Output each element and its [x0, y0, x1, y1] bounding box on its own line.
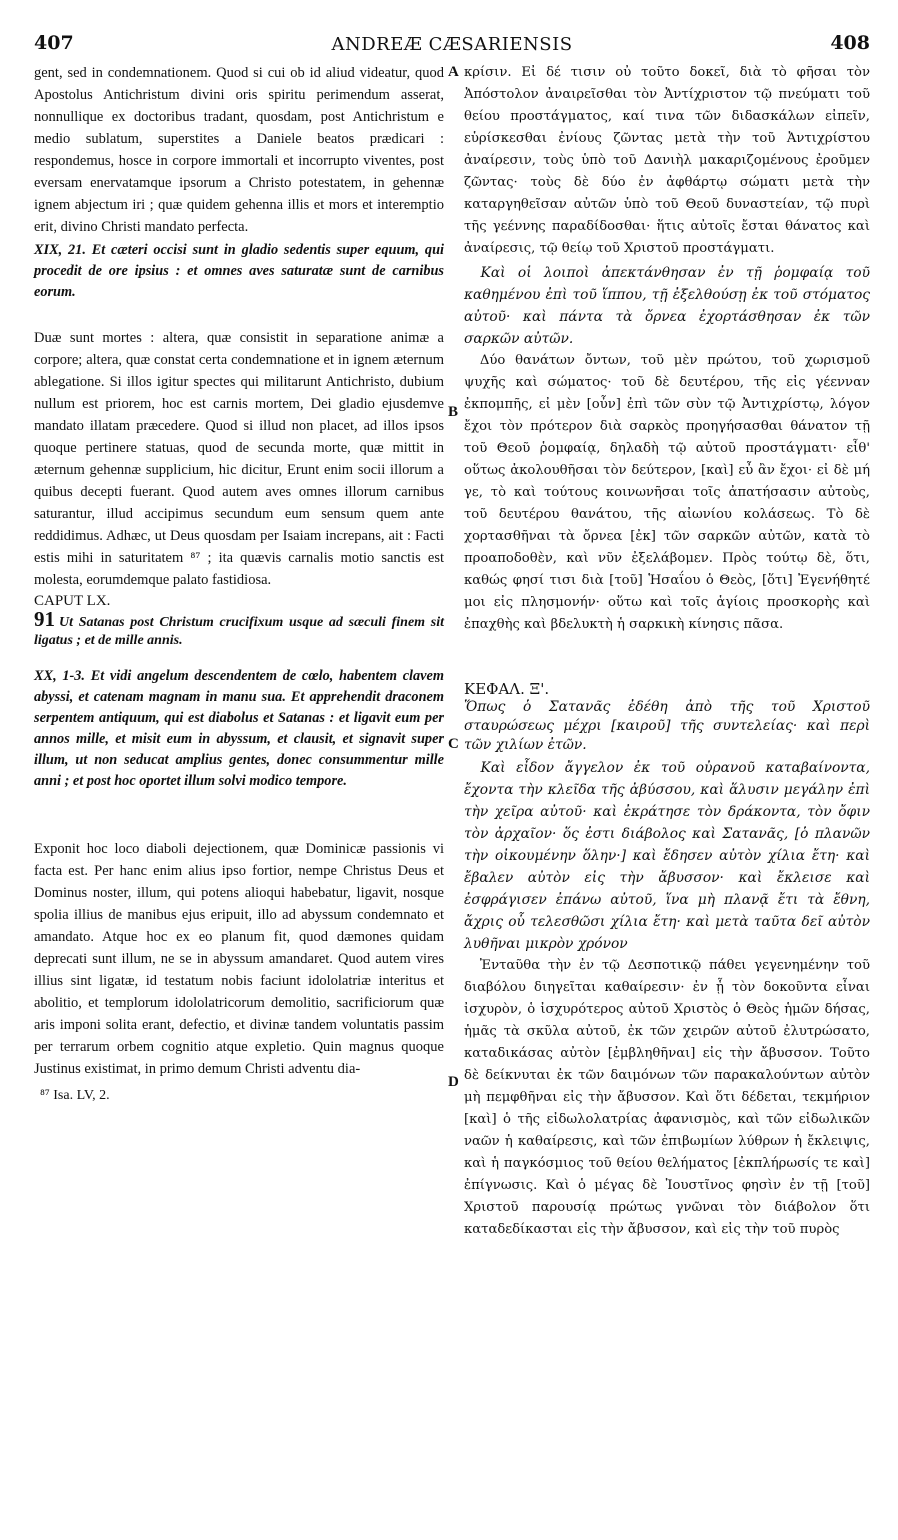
margin-marker-d: D [448, 1074, 459, 1090]
latin-chapter-heading: CAPUT LX. [34, 593, 111, 609]
latin-footnote: ⁸⁷ Isa. LV, 2. [40, 1088, 110, 1103]
greek-chapter-title: Ὅπως ὁ Σατανᾶς ἐδέθη ἀπὸ τῆς τοῦ Χριστοῦ σταυρώσεως μέχρι [καιροῦ] τῆς συντελείας· καὶ περὶ τῶν χιλίων ἐτῶν. [464, 699, 870, 753]
right-page-number: 408 [830, 32, 870, 54]
margin-marker-c: C [448, 736, 459, 752]
greek-paragraph-2: Δύο θανάτων ὄντων, τοῦ μὲν πρώτου, τοῦ χωρισμοῦ ψυχῆς καὶ σώματος· τοῦ δὲ δευτέρου, τῆς εἰς γέενναν ἐκπομπῆς, εἰ μὲν [οὖν] ἐπὶ τῶν σὺν τῷ Ἀντιχρίστῳ, λόγον ἔχοι τὸν πρότερον διὰ σαρκὸς προηγήσασθαι θάνατον τῇ τοῦ Θεοῦ ῥομφαίᾳ, δηλαδὴ τῷ αὐτοῦ προστάγματι· εἶθ' οὕτως ἀκολουθῆσαι τὸν δεύτερον, [καὶ] εὖ ἂν ἔχοι· εἰ δὲ μή γε, τὸ καὶ τούτους κοινωνῆσαι τοῖς ἀπατήσασιν αὐτοὺς, τοῦ δευτέρου θανάτου, τῆς αἰωνίου κολάσεως. Τὸ δὲ χορτασθῆναι τὰ ὄρνεα [ἐκ] τῶν σαρκῶν αὐτῶν, κατὰ τὸ προαποδοθὲν, καὶ νῦν ἐξελάβομεν. Πρὸς τούτῳ δὲ, ὅτι, καθώς φησί τισι διὰ [τοῦ] Ἡσαΐου ὁ Θεὸς, [ὅτι] Ἐγενήθητέ μοι εἰς πλησμονήν· οὕτω καὶ τοῖς ἁγίοις προσκορὴς καὶ ἐπαχθὴς καὶ βδελυκτὴ ἡ σαρκικὴ κίνησις πᾶσα. [464, 353, 870, 632]
greek-verse-1: Καὶ οἱ λοιποὶ ἀπεκτάνθησαν ἐν τῇ ῥομφαίᾳ τοῦ καθημένου ἐπὶ τοῦ ἵππου, τῇ ἐξελθούσῃ ἐκ τοῦ στόματος αὐτοῦ· καὶ πάντα τὰ ὄρνεα ἐχορτάσθησαν ἐκ τῶν σαρκῶν αὐτῶν. [464, 265, 870, 347]
greek-paragraph-1: κρίσιν. Εἰ δέ τισιν οὐ τοῦτο δοκεῖ, διὰ τὸ φῆσαι τὸν Ἀπόστολον ἀναιρεῖσθαι τὸν Ἀντίχριστον τῷ πνεύματι τοῦ θείου προστάγματος, καί τινα τῶν διδασκάλων εἰπεῖν, εὑρίσκεσθαι ἐνίους ζῶντας μετὰ τὴν τοῦ Ἀντιχρίστου ἀναίρεσιν, τοὺς ὑπὸ τοῦ Δανιὴλ μακαριζομένους ἐροῦμεν ζῶντας· τοὺς δὲ δύο ἐν ἀφθάρτῳ σώματι μετὰ τὴν καταργηθεῖσαν αὐτῶν ὑπὸ τοῦ Θεοῦ δυναστείαν, τῷ πυρὶ τῆς γεέννης παραδίδοσθαι· ἥτις αὐτοῖς ἔσται θάνατος καὶ ἀναίρεσις, τῷ θείῳ τοῦ Χριστοῦ προστάγματι. [464, 65, 870, 256]
greek-chapter-heading: ΚΕΦΑΛ. Ξ'. [464, 680, 550, 698]
latin-chapter-title [34, 607, 444, 650]
left-page-number: 407 [34, 32, 74, 54]
running-title: ANDREÆ CÆSARIENSIS [331, 34, 573, 55]
latin-verse-xx-1-3: XX, 1-3. Et vidi angelum descendentem de cœlo, habentem clavem abyssi, et catenam magnam in manu sua. Et apprehendit draconem serpentem antiquum, qui est diabolus et Satanas : et ligavit eum per annos mille, et misit eum in abyssum, et clausit, et signavit super illum, ut non seducat amplius gentes, donec consummentur mille anni ; et post hoc oportet illum solvi modico tempore. [34, 668, 444, 789]
greek-verse-2: Καὶ εἶδον ἄγγελον ἐκ τοῦ οὐρανοῦ καταβαίνοντα, ἔχοντα τὴν κλεῖδα τῆς ἀβύσσου, καὶ ἅλυσιν μεγάλην ἐπὶ τὴν χεῖρα αὐτοῦ· καὶ ἐκράτησε τὸν δράκοντα, τὸν ὄφιν τὸν ἀρχαῖον· ὅς ἐστι διάβολος καὶ Σατανᾶς, [ὁ πλανῶν τὴν οἰκουμένην ὅλην·] καὶ ἔδησεν αὐτὸν χίλια ἔτη· καὶ ἔβαλεν αὐτὸν εἰς τὴν ἄβυσσον· καὶ ἔκλεισε καὶ ἐσφράγισεν ἐπάνω αὐτοῦ, ἵνα μὴ πλανᾷ ἔτι τὰ ἔθνη, ἄχρις οὗ τελεσθῶσι χίλια ἔτη· καὶ μετὰ ταῦτα δεῖ αὐτὸν λυθῆναι μικρὸν χρόνον [464, 760, 870, 952]
latin-paragraph-2: Duæ sunt mortes : altera, quæ consistit in separatione animæ a corpore; altera, quæ constat certa condemnatione et in ignem æternum ablegatione. Si illos igitur spectes qui militarunt Antichristo, dubium nullum est priorem, hoc est carnis mortem, Dei gladio ejusdemve mandato illatam præcedere. Quod si illud non placet, ad illos ipsos quoque pertinere statuas, quod de secunda morte, quæ mittit in æternum gehennæ supplicium, hic dicitur, Erunt enim socii illorum a quibus decepti fuerant. Quod autem aves omnes illorum carnibus saturantur, illud accipimus secundum eum sensum quem ante reddidimus. Adhæc, ut Deus quosdam per Isaiam increpans, ait : Facti estis mihi in saturitatem ⁸⁷ ; ita quævis carnalis motio sanctis est molesta, eorumdemque palato fastidiosa. [34, 330, 444, 588]
margin-marker-b: B [448, 404, 459, 420]
running-header [34, 32, 870, 58]
latin-paragraph-1: gent, sed in condemnationem. Quod si cui ob id aliud videatur, quod Apostolus Antichristum divini oris spiritu perimendum asserat, nonnullique ex doctoribus tradant, quosdam, post Antichristum e medio sublatum, superstites a Daniele beatos prædicari : respondemus, hosce in corpore immortali et incorrupto viventes, post eversam enervatamque ipsorum a Christo potestatem, in gehennæ ignem abjectum iri ; quæ quidem gehenna illis et mors et interemptio erit, divino Christi mandato perfecta. [34, 65, 444, 235]
margin-marker-a: A [448, 64, 459, 80]
latin-column [34, 62, 444, 1104]
greek-column [464, 62, 870, 1241]
latin-verse-xix-21: XIX, 21. Et cæteri occisi sunt in gladio sedentis super equum, qui procedit de ore ipsius : et omnes aves saturatæ sunt de carnibus eorum. [34, 242, 444, 300]
latin-paragraph-3: Exponit hoc loco diaboli dejectionem, quæ Dominicæ passionis vi facta est. Per hanc enim alius ipso fortior, nempe Christus Deus et Dominus noster, illum, qui potens alioqui habebatur, ligavit, nosque spolia illius de manibus ejus eripuit, illo ad abyssum condemnato et amandato. Atque hoc ex eo planum fit, quod dæmones quidam deprecati sunt illum, ne se in abyssum amandaret. Quod autem vires illius sint ligatæ, id testatum nobis faciunt idololatriæ interitus et abolitio, et templorum idololatricorum demolitio, sacrificiorum quæ aris imponi solita erant, defectio, et divinæ tandem voluntatis passim per terrarum orbem cognitio atque expletio. Quin magnus quoque Justinus existimat, in primo demum Christi adventu dia- [34, 841, 444, 1077]
greek-paragraph-3: Ἐνταῦθα τὴν ἐν τῷ Δεσποτικῷ πάθει γεγενημένην τοῦ διαβόλου διηγεῖται καθαίρεσιν· ἐν ᾗ τὸν δοκοῦντα εἶναι ἰσχυρὸν, ὁ ἰσχυρότερος αὐτοῦ Χριστὸς ὁ Θεὸς ἡμῶν δήσας, ἡμᾶς τὰ σκῦλα αὐτοῦ, ἐκ τῶν χειρῶν αὐτοῦ ἐλυτρώσατο, καταδικάσας αὐτὸν [ἐμβληθῆναι] εἰς τὴν ἄβυσσον. Τοῦτο δὲ δείκνυται ἐκ τῶν δαιμόνων τῶν παρακαλούντων αὐτὸν μὴ πεμφθῆναι εἰς τὴν ἄβυσσον. Καὶ ὅτι δέδεται, τεκμήριον [καὶ] ὁ τῆς εἰδωλολατρίας ἀφανισμὸς, καὶ τῶν εἰδωλικῶν ναῶν ἡ καθαίρεσις, καὶ τῶν ἐπιβωμίων λύθρων ἡ ἔκλειψις, καὶ ἡ παγκόσμιος τοῦ θείου θελήματος [ἐκπλήρωσίς τε καὶ] ἐπίγνωσις. Καὶ ὁ μέγας δὲ Ἰουστῖνος φησὶν ἐν τῇ [τοῦ] Χριστοῦ παρουσίᾳ πρώτως γνῶναι τὸν διάβολον ὅτι καταδεδίκασται εἰς τὴν ἄβυσσον, καὶ εἰς τὴν τοῦ πυρὸς [464, 958, 870, 1237]
chapter-side-number: 91 [34, 607, 55, 631]
latin-chapter-title-text: Ut Satanas post Christum crucifixum usque ad sæculi finem sit ligatus ; et de mille annis. [34, 615, 444, 648]
